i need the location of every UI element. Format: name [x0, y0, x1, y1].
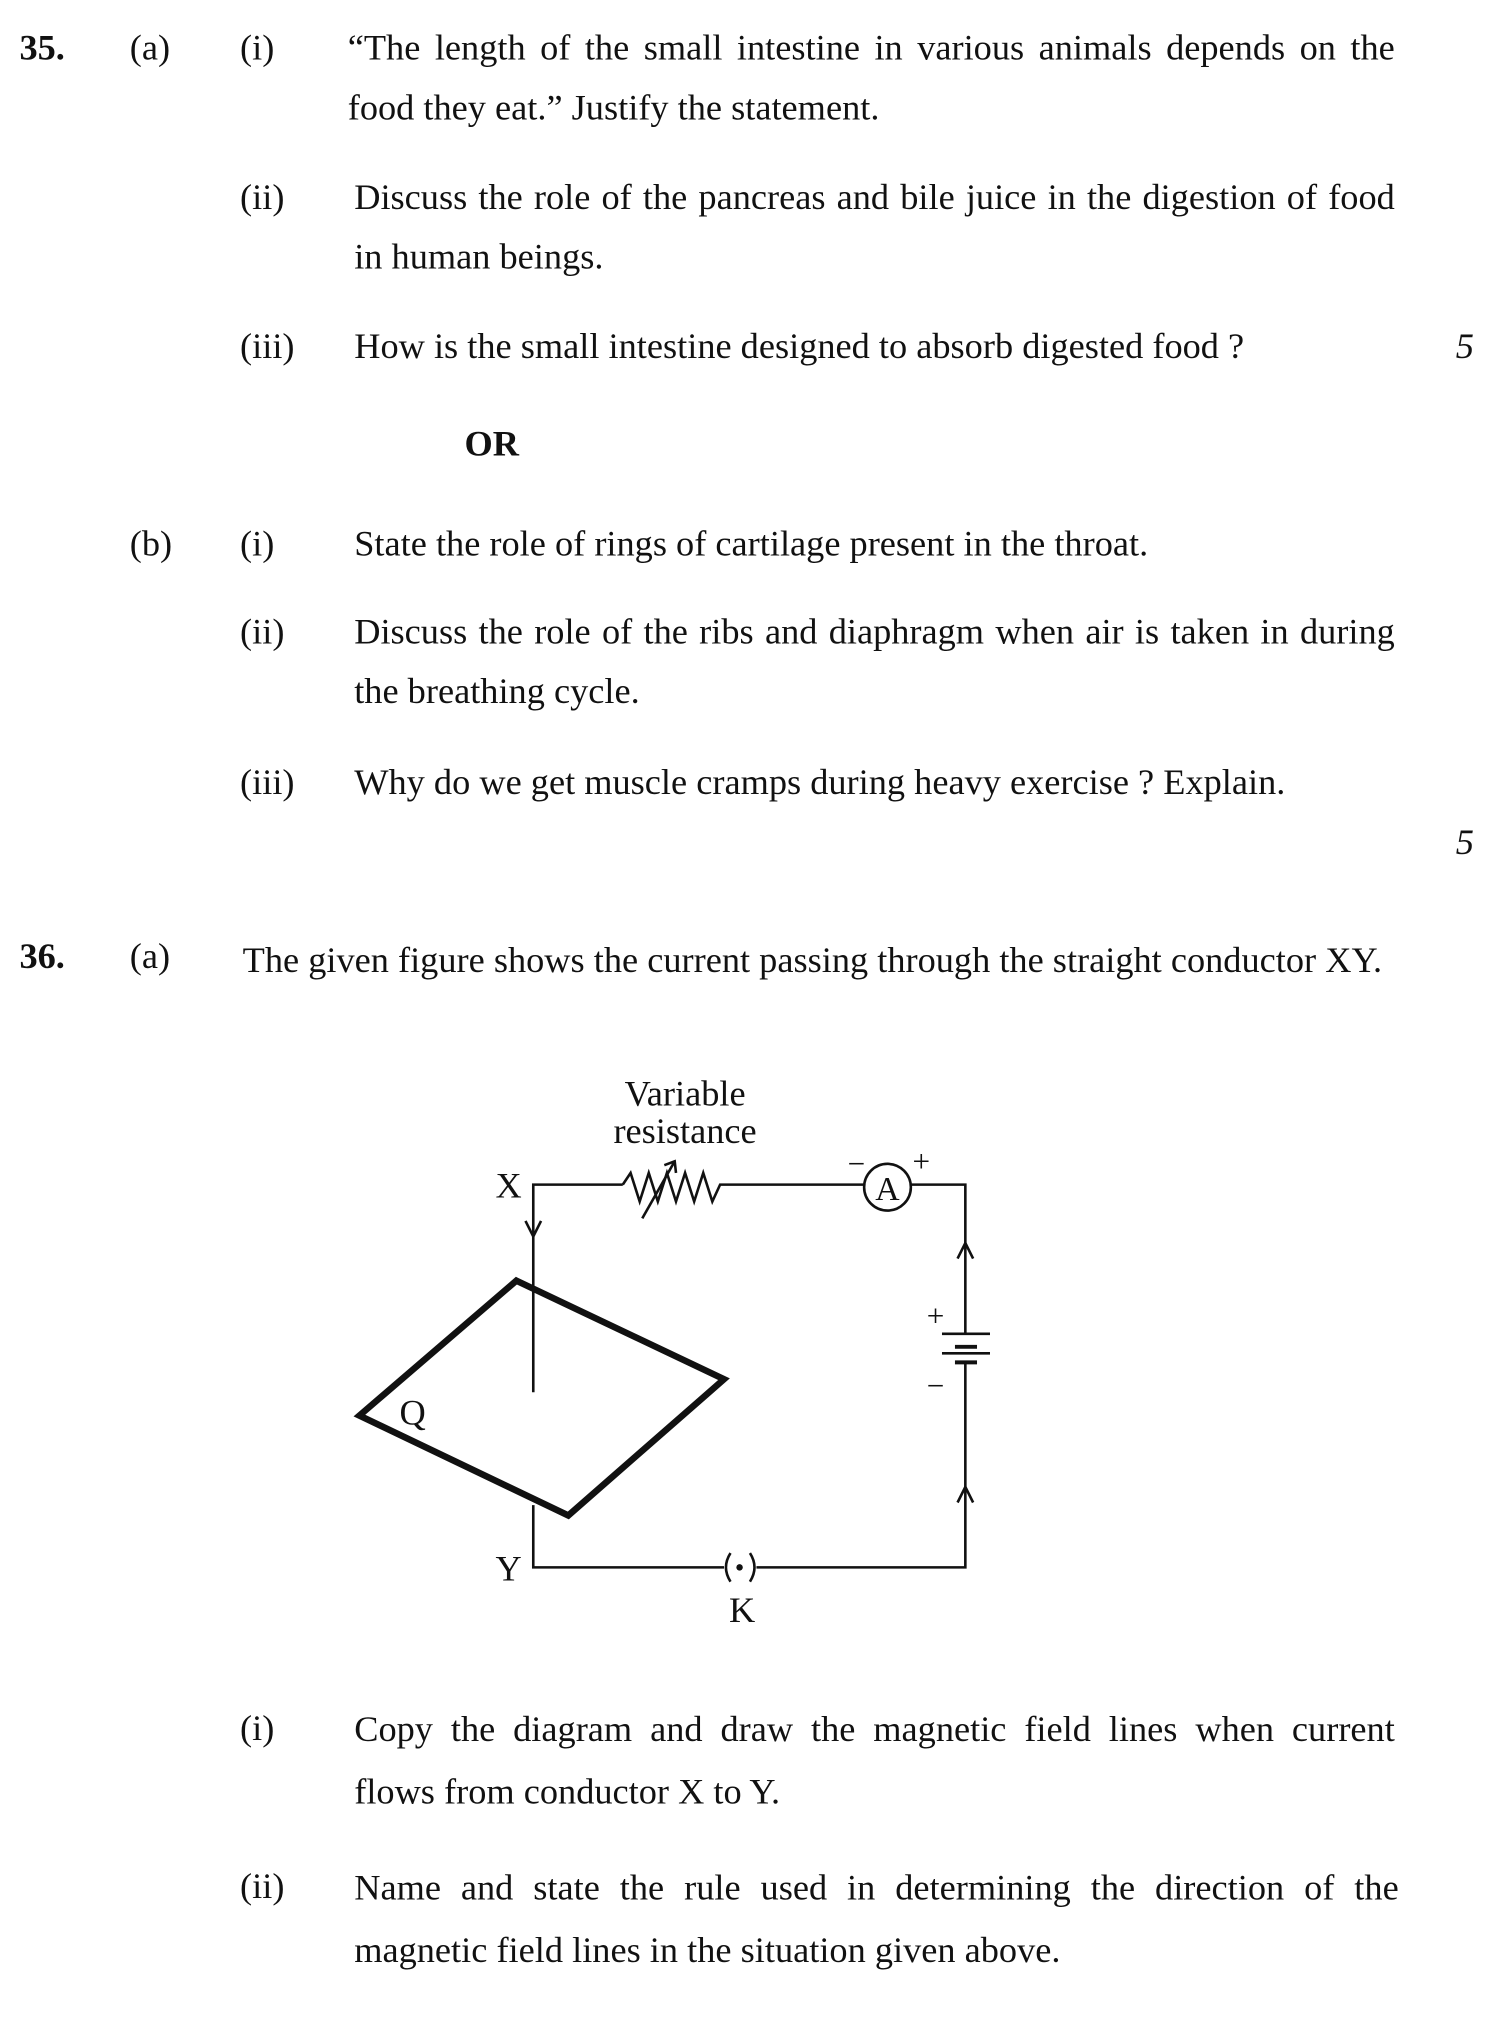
- marks: 5: [1455, 822, 1474, 863]
- plus-sign: +: [926, 1298, 945, 1334]
- part-label: (a): [129, 28, 171, 69]
- or-separator: OR: [464, 424, 519, 465]
- label-x: X: [495, 1165, 522, 1206]
- question-text: Discuss the role of the pancreas and bile juice in the digestion of food in human beings.: [354, 177, 1395, 278]
- resistance-label: resistance: [613, 1111, 757, 1152]
- item-label: (iii): [240, 326, 295, 368]
- item-label: (ii): [240, 177, 285, 218]
- question-text: Name and state the rule used in determining the direction of the magnetic field lines in the situation given above.: [354, 1868, 1399, 1971]
- label-y: Y: [495, 1548, 522, 1589]
- label-k: K: [729, 1589, 756, 1630]
- question-text: The given figure shows the current passing through the straight conductor XY.: [242, 940, 1383, 981]
- item-label: (i): [240, 1708, 275, 1750]
- question-text: “The length of the small intestine in various animals depends on the food they eat.” Justify the statement.: [347, 28, 1395, 129]
- ammeter-label: A: [875, 1171, 900, 1209]
- resistor-arrow: [642, 1161, 674, 1218]
- plus-sign: +: [912, 1143, 931, 1179]
- part-label: (a): [129, 936, 171, 978]
- question-text: Copy the diagram and draw the magnetic field lines when current flows from conductor X to Y.: [354, 1710, 1395, 1813]
- part-label: (b): [129, 524, 173, 565]
- resistance-label: Variable: [624, 1073, 746, 1114]
- key-plug: [736, 1564, 742, 1570]
- item-label: (iii): [240, 762, 295, 804]
- item-label: (i): [240, 524, 275, 565]
- minus-sign: −: [926, 1368, 945, 1404]
- item-label: (ii): [240, 612, 285, 653]
- question-number: 35.: [19, 28, 65, 69]
- label-q: Q: [399, 1392, 426, 1433]
- question-text: State the role of rings of cartilage present in the throat.: [354, 524, 1149, 565]
- question-number: 36.: [19, 936, 65, 978]
- minus-sign: −: [847, 1146, 866, 1182]
- question-text: How is the small intestine designed to absorb digested food ?: [354, 326, 1245, 368]
- marks: 5: [1455, 326, 1474, 368]
- item-label: (ii): [240, 1867, 285, 1908]
- question-text: Why do we get muscle cramps during heavy exercise ? Explain.: [354, 762, 1286, 804]
- wire: [533, 1185, 623, 1393]
- item-label: (i): [240, 28, 275, 69]
- question-text: Discuss the role of the ribs and diaphragm when air is taken in during the breathing cycle.: [354, 612, 1395, 713]
